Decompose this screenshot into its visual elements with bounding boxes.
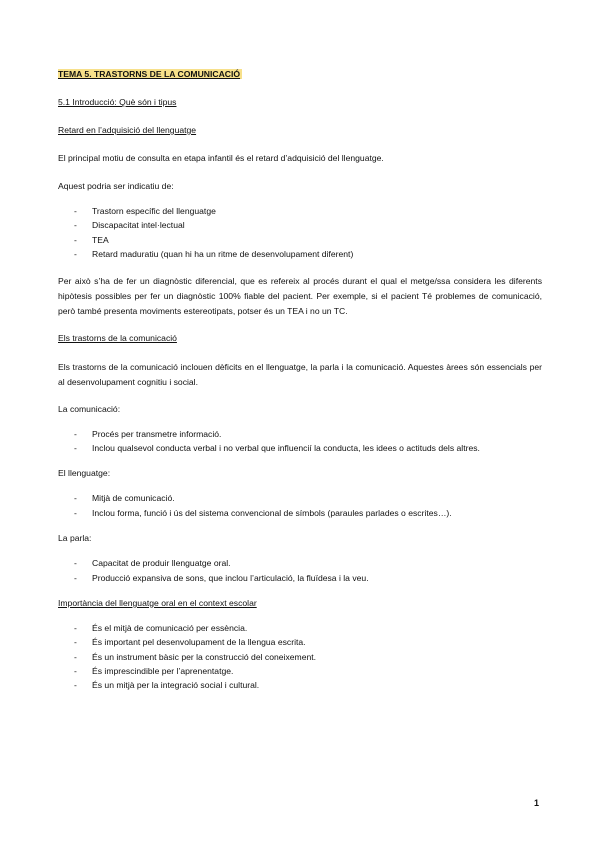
list-item [58,664,542,678]
list-item-text: Inclou forma, funció i ús del sistema convencional de símbols (paraules parlades o escrites…). [92,507,452,518]
retard-heading: Retard en l’adquisició del llenguatge [58,125,197,135]
retard-list [58,204,542,262]
bullet-dash: - [74,220,77,231]
list-item-text: És important pel desenvolupament de la llengua escrita. [92,637,306,648]
list-item-text: És el mitjà de comunicació per essència. [92,622,248,633]
bullet-dash: - [74,493,77,504]
list-item-text: És un instrument bàsic per la construcció del coneixement. [92,651,317,662]
list-item-text: Inclou qualsevol conducta verbal i no verbal que influencií la conducta, les idees o actituds dels altres. [92,442,480,453]
list-item [58,427,542,441]
bullet-dash: - [74,428,77,439]
list-item-text: Mitjà de comunicació. [92,493,175,504]
bullet-dash: - [74,622,77,633]
list-item-text: Producció expansiva de sons, que inclou l’articulació, la fluïdesa i la veu. [92,572,369,583]
list-item [58,678,542,692]
list-item [58,233,542,247]
list-item [58,218,542,232]
list-item [58,635,542,649]
bullet-dash: - [74,637,77,648]
list-item-text: És imprescindible per l’aprenentatge. [92,666,234,677]
comunicacio-label: La comunicació: [58,403,121,414]
trastorns-heading: Els trastorns de la comunicació [58,332,177,343]
bullet-dash: - [74,507,77,518]
llenguatge-label: El llenguatge: [58,468,111,479]
bullet-dash: - [74,572,77,583]
retard-paragraph-2: Aquest podria ser indicatiu de: [58,181,174,191]
list-item-text: Trastorn específic del llenguatge [92,206,216,216]
bullet-dash: - [74,680,77,691]
list-item [58,441,542,455]
importancia-heading: Importància del llenguatge oral en el context escolar [58,597,257,608]
parla-label: La parla: [58,533,92,544]
list-item [58,506,542,520]
trastorns-paragraph: Els trastorns de la comunicació inclouen dèficits en el llenguatge, la parla i la comunicació. Aquestes àrees són essencials per al desenvolupament cognitiu i social. [58,361,542,387]
llenguatge-list [58,491,542,520]
list-item-text: TEA [92,234,109,245]
comunicacio-list [58,427,542,456]
list-item [58,491,542,505]
list-item-text: Procés per transmetre informació. [92,428,222,439]
bullet-dash: - [74,558,77,569]
bullet-dash: - [74,234,77,245]
list-item [58,204,542,218]
list-item [58,571,542,585]
parla-list [58,556,542,585]
retard-paragraph-1: El principal motiu de consulta en etapa infantil és el retard d’adquisició del llenguatge. [58,153,384,163]
list-item-text: Retard maduratiu (quan hi ha un ritme de desenvolupament diferent) [92,249,354,260]
page-number: 1 [534,798,540,808]
bullet-dash: - [74,666,77,677]
list-item-text: És un mitjà per la integració social i cultural. [92,680,260,691]
list-item-text: Capacitat de produir llenguatge oral. [92,558,231,569]
document-body [58,68,542,693]
list-item [58,556,542,570]
list-item [58,650,542,664]
list-item [58,621,542,635]
section-heading: 5.1 Introducció: Què són i tipus [58,97,177,107]
bullet-dash: - [74,206,77,216]
list-item-text: Discapacitat intel·lectual [92,220,185,231]
document-title: TEMA 5. TRASTORNS DE LA COMUNICACIÓ [58,69,241,79]
list-item [58,247,542,261]
retard-paragraph-3: Per això s’ha de fer un diagnòstic diferencial, que es refereix al procés durant el qual el metge/ssa considera les diferents hipòtesis possibles per fer un diagnòstic 100% fiable del pacient. Per exemple, si el pacient Té problemes de comunicació, però també presenta moviments estereotipats, potser és un TEA i no un TC. [58,275,542,316]
bullet-dash: - [74,651,77,662]
bullet-dash: - [74,442,77,453]
bullet-dash: - [74,249,77,260]
title-line [58,68,542,81]
importancia-list [58,621,542,693]
